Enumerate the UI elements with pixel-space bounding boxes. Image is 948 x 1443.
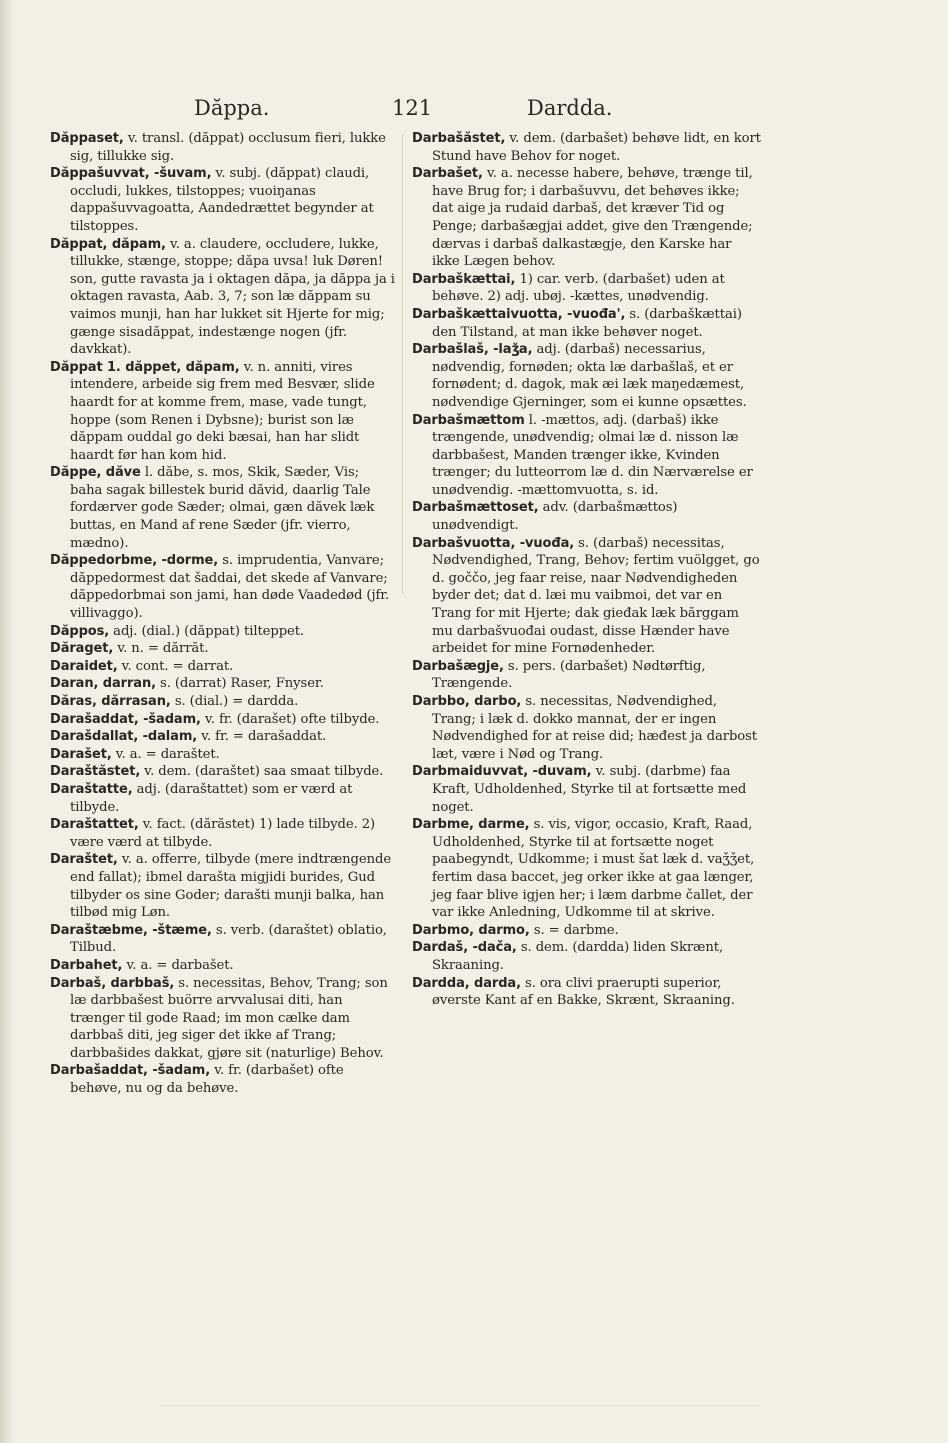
entry-headword: Darbašmættoset, (412, 500, 539, 516)
entry-definition: s. ora clivi praerupti superior, øverste Kant af en Bakke, Skrænt, Skraaning. (432, 975, 735, 1009)
entry-headword: Darbahet, (50, 957, 123, 973)
dictionary-entry (412, 658, 762, 693)
entry-definition: s. imprudentia, Vanvare; dăppedormest dat šaddai, det skede af Vanvare; dăppedorbmai son jami, han døde Vaadedød (jfr. villivaggo). (70, 553, 390, 622)
dictionary-entry (50, 130, 395, 165)
dictionary-entry (412, 693, 762, 763)
entry-headword: Darbašægje, (412, 658, 504, 674)
entry-definition: v. subj. (dăppat) claudi, occludi, lukkes, tilstoppes; vuoiŋanas dappašuvvagoatta, Aandedrættet begynder at tilstoppes. (70, 166, 374, 234)
entry-headword: Darbaškættaivuotta, -vuođa', (412, 306, 626, 322)
dictionary-entry (50, 851, 395, 921)
entry-definition: v. a. offerre, tilbyde (mere indtrængende end fallat); ibmel darašta migjidi burides, Gud tilbyder os sine Goder; darašti munji balka, han tilbød mig Løn. (70, 852, 392, 921)
entry-headword: Darbbo, darbo, (412, 694, 522, 709)
dictionary-entry (50, 658, 395, 676)
entry-definition: adj. (dial.) (dăppat) tilteppet. (109, 623, 305, 639)
entry-definition: s. (darbaškættai) den Tilstand, at man ikke behøver noget. (432, 306, 742, 340)
header-last-word: Dardda. (527, 96, 613, 120)
dictionary-entry (412, 341, 762, 411)
dictionary-entry (50, 781, 395, 816)
entry-headword: Dăppe, dăve (50, 465, 141, 481)
dictionary-entry (50, 675, 395, 693)
entry-definition: s. necessitas, Behov, Trang; son læ darbbašest buörre arvvalusai diti, han trænger til gode Raad; im mon cælke dam darbbaš diti, jeg siger det ikke af Trang; darbbašides dakkat, gjøre sit (naturlige) Behov. (70, 975, 388, 1061)
entry-definition: v. fr. (darašet) ofte tilbyde. (200, 711, 380, 727)
entry-headword: Darbmo, darmo, (412, 922, 530, 938)
dictionary-entry (412, 763, 762, 816)
entry-definition: adj. (daraštattet) som er værd at tilbyde. (70, 781, 353, 815)
entry-definition: v. a. = darbašet. (122, 957, 234, 973)
dictionary-entry (50, 464, 395, 552)
dictionary-entry (50, 816, 395, 851)
entry-definition: s. dem. (dardda) liden Skrænt, Skraaning. (432, 940, 724, 973)
entry-definition: adv. (darbašmættos) unødvendigt. (432, 500, 678, 534)
dictionary-entry (50, 711, 395, 729)
entry-headword: Darbmaiduvvat, -duvam, (412, 764, 592, 780)
entry-definition: v. dem. (daraštet) saa smaat tilbyde. (140, 764, 384, 780)
dictionary-entry (50, 552, 395, 622)
entry-definition: v. fr. (darbašet) ofte behøve, nu og da behøve. (70, 1063, 344, 1097)
dictionary-entry (50, 746, 395, 764)
dictionary-entry (50, 763, 395, 781)
dictionary-entry (50, 728, 395, 746)
entry-headword: Dăraget, (50, 641, 114, 657)
entry-headword: Dăppaset, (50, 131, 124, 146)
entry-definition: v. a. = daraštet. (111, 746, 220, 762)
dictionary-entry (412, 535, 762, 658)
entry-definition: v. cont. = darrat. (117, 658, 234, 674)
dictionary-entry (50, 165, 395, 235)
column-divider (402, 134, 403, 594)
entry-headword: Darašaddat, -šadam, (50, 711, 201, 727)
entry-definition: v. a. claudere, occludere, lukke, tillukke, stænge, stoppe; dăpa uvsa! luk Døren! son, gutte ravasta ja i oktagen dăpa, ja dăppa ja i oktagen ravasta, Aab. 3, 7; son læ dăppam su vaimos munji, han har lukket sit Hjerte for mig; gænge sisadăppat, indestænge nogen (jfr. davkkat). (70, 236, 395, 358)
page-binding-shadow (0, 0, 14, 1443)
entry-headword: Dăppašuvvat, -šuvam, (50, 166, 212, 182)
right-column (412, 130, 762, 1010)
entry-definition: adj. (darbaš) necessarius, nødvendig, fornøden; okta læ darbašlaš, et er fornødent; d. dagok, mak æi læk maŋedæmest, nødvendige Gjerninger, som ei kunne opsættes. (432, 342, 747, 410)
entry-headword: Darašdallat, -dalam, (50, 729, 198, 745)
dictionary-entry (412, 412, 762, 500)
entry-definition: s. pers. (darbašet) Nødtørftig, Trængende. (432, 658, 706, 692)
entry-definition: s. (darbaš) necessitas, Nødvendighed, Trang, Behov; fertim vuölgget, go d. goččo, jeg faar reise, naar Nødvendigheden byder det; dat d. læi mu vaibmoi, det var en Trang for mit Hjerte; dak gieđak læk bărggam mu darbašvuođai oudast, disse Hænder have arbeidet for mine Fornødenheder. (432, 535, 760, 657)
dictionary-entry (50, 359, 395, 465)
dictionary-entry (50, 236, 395, 359)
entry-headword: Daraidet, (50, 658, 118, 674)
entry-definition: v. fact. (dărăstet) 1) lade tilbyde. 2) være værd at tilbyde. (70, 817, 376, 850)
entry-definition: s. verb. (daraštet) oblatio, Tilbud. (70, 922, 387, 956)
running-header (0, 96, 948, 126)
dictionary-entry (412, 130, 762, 165)
dictionary-entry (50, 1062, 395, 1097)
entry-headword: Darbašaddat, -šadam, (50, 1063, 211, 1079)
dictionary-entry (50, 640, 395, 658)
dictionary-entry (412, 306, 762, 341)
entry-definition: s. vis, vigor, occasio, Kraft, Raad, Udholdenhed, Styrke til at fortsætte noget paabegyndt, Udkomme; i must šat læk d. vaǯǯet, fertim dasa baccet, jeg orker ikke at gaa længer, jeg faar blive igjen her; i læm darbme čallet, der var ikke Anledning, Udkomme til at skrive. (432, 817, 755, 921)
entry-headword: Darbme, darme, (412, 817, 530, 833)
entry-definition: l. -mættos, adj. (darbaš) ikke trængende, unødvendig; olmai læ d. nisson læ darbbašest, Manden trænger ikke, Kvinden trænger; du lutteorrom læ d. din Nærværelse er unødvendig. -mættomvuotta, s. id. (432, 412, 753, 498)
dictionary-entry (50, 922, 395, 957)
entry-headword: Dăppos, (50, 623, 110, 639)
entry-definition: v. transl. (dăppat) occlusum fieri, lukke sig, tillukke sig. (70, 131, 386, 164)
dictionary-entry (50, 693, 395, 711)
entry-definition: s. necessitas, Nødvendighed, Trang; i læk d. dokko mannat, der er ingen Nødvendighed for at reise did; hæđest ja darbost læt, være i Nød og Trang. (432, 694, 757, 762)
dictionary-entry (412, 499, 762, 534)
entry-headword: Dăppat, dăpam, (50, 236, 166, 252)
entry-definition: s. (dial.) = dardda. (170, 694, 299, 709)
entry-definition: s. = darbme. (529, 922, 619, 938)
entry-headword: Dăppat 1. dăppet, dăpam, (50, 359, 240, 375)
entry-definition: 1) car. verb. (darbašet) uden at behøve. 2) adj. ubøj. -kættes, unødvendig. (432, 271, 725, 305)
entry-headword: Dăras, dărrasan, (50, 694, 171, 709)
dictionary-entry (412, 271, 762, 306)
header-first-word: Dăppa. (194, 96, 270, 120)
entry-headword: Darbaš, darbbaš, (50, 975, 175, 991)
entry-headword: Daran, darran, (50, 676, 156, 692)
entry-definition: v. fr. = darašaddat. (197, 729, 327, 745)
entry-definition: s. (darrat) Raser, Fnyser. (155, 676, 324, 692)
entry-headword: Daraštet, (50, 852, 118, 868)
entry-headword: Dăppedorbme, -dorme, (50, 553, 219, 569)
entry-headword: Darašet, (50, 746, 112, 762)
entry-headword: Darbašăstet, (412, 131, 506, 146)
entry-headword: Dardda, darda, (412, 975, 521, 991)
entry-headword: Daraštattet, (50, 817, 139, 833)
entry-headword: Darbašet, (412, 166, 483, 182)
dictionary-entry (50, 623, 395, 641)
left-column (50, 130, 395, 1098)
entry-definition: v. n. anniti, vires intendere, arbeide sig frem med Besvær, slide haardt for at komme frem, mase, vade tungt, hoppe (som Renen i Dybsne); burist son læ dăppam ouddal go deki bæsai, han har slidt haardt før han kom hid. (70, 359, 375, 463)
entry-definition: l. dăbe, s. mos, Skik, Sæder, Vis; baha sagak billestek burid dăvid, daarlig Tale fordærver gode Sæder; olmai, gæn dăvek læk buttas, en Mand af rene Sæder (jfr. vierro, mædno). (70, 465, 375, 551)
entry-definition: v. subj. (darbme) faa Kraft, Udholdenhed, Styrke til at fortsætte med noget. (432, 764, 747, 815)
entry-definition: v. n. = dărrăt. (113, 641, 209, 657)
entry-headword: Darbašvuotta, -vuođa, (412, 535, 575, 551)
entry-headword: Darbašmættom (412, 412, 525, 428)
dictionary-entry (50, 957, 395, 975)
entry-definition: v. dem. (darbašet) behøve lidt, en kort Stund have Behov for noget. (432, 131, 761, 164)
dictionary-entry (50, 975, 395, 1063)
dictionary-entry (412, 939, 762, 974)
page-fold-line (160, 1405, 760, 1406)
dictionary-entry (412, 816, 762, 922)
entry-headword: Darbašlaš, -laǯa, (412, 342, 533, 358)
entry-headword: Dardaš, -dača, (412, 940, 517, 956)
entry-headword: Darbaškættai, (412, 271, 516, 287)
dictionary-entry (412, 165, 762, 271)
entry-headword: Daraštăstet, (50, 764, 141, 780)
entry-definition: v. a. necesse habere, behøve, trænge til, have Brug for; i darbašuvvu, det behøves ikke; dat aige ja rudaid darbaš, det kræver Tid og Penge; darbašægjai addet, give den Trængende; dærvas i darbaš dalkastægje, den Karske har ikke Lægen behov. (432, 166, 753, 270)
dictionary-entry (412, 975, 762, 1010)
entry-headword: Daraštatte, (50, 781, 133, 797)
entry-headword: Daraštæbme, -štæme, (50, 922, 212, 938)
page-number: 121 (392, 96, 433, 120)
dictionary-entry (412, 922, 762, 940)
